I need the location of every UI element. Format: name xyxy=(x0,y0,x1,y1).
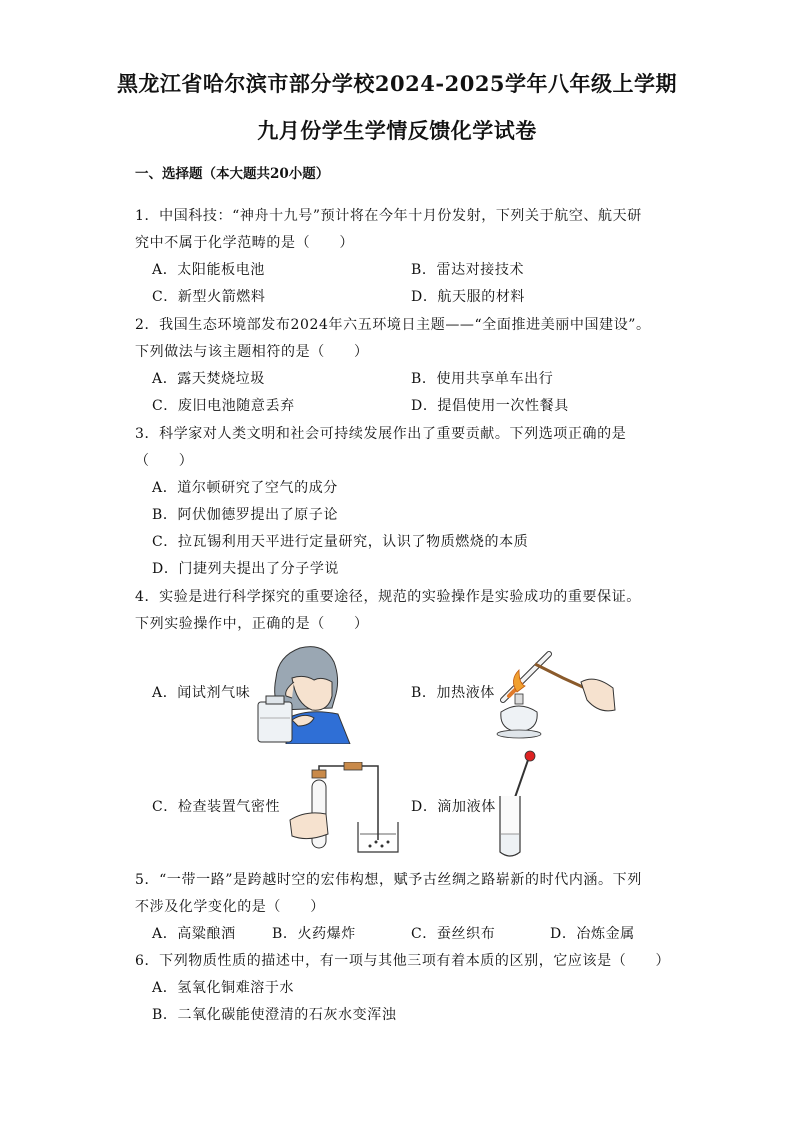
dropping-liquid-illustration xyxy=(496,750,546,860)
question-2-option-b: B．使用共享单车出行 xyxy=(411,371,554,387)
question-6-option-a: A．氢氧化铜难溶于水 xyxy=(152,980,295,996)
page-title-line2: 九月份学生学情反馈化学试卷 xyxy=(257,118,537,143)
question-3-option-c: C．拉瓦锡利用天平进行定量研究，认识了物质燃烧的本质 xyxy=(152,534,529,550)
question-3-option-d: D．门捷列夫提出了分子学说 xyxy=(152,561,340,577)
question-5-option-a: A．高粱酿酒 xyxy=(152,926,236,942)
question-4-line1: 4．实验是进行科学探究的重要途径，规范的实验操作是实验成功的重要保证。 xyxy=(135,589,641,605)
question-4-option-a: A．闻试剂气味 xyxy=(152,685,251,701)
question-5-option-b: B．火药爆炸 xyxy=(272,926,356,942)
question-2-line2: 下列做法与该主题相符的是（ ） xyxy=(135,344,369,360)
heating-liquid-illustration xyxy=(495,640,620,740)
question-5-line2: 不涉及化学变化的是（ ） xyxy=(135,899,325,915)
page-title-line1: 黑龙江省哈尔滨市部分学校2024-2025学年八年级上学期 xyxy=(116,71,678,96)
question-4-option-b: B．加热液体 xyxy=(411,685,495,701)
question-3-line2: （ ） xyxy=(135,453,194,469)
question-5-option-d: D．冶炼金属 xyxy=(550,926,635,942)
question-4-option-d: D．滴加液体 xyxy=(411,799,496,815)
question-5-option-c: C．蚕丝织布 xyxy=(411,926,496,942)
question-1-option-c: C．新型火箭燃料 xyxy=(152,289,266,305)
question-4-option-c: C．检查装置气密性 xyxy=(152,799,281,815)
question-3-option-b: B．阿伏伽德罗提出了原子论 xyxy=(152,507,339,523)
question-4-line2: 下列实验操作中，正确的是（ ） xyxy=(135,616,369,632)
question-1-line1: 1．中国科技：“神舟十九号”预计将在今年十月份发射，下列关于航空、航天研 xyxy=(135,208,642,224)
question-1-option-b: B．雷达对接技术 xyxy=(411,262,525,278)
question-3-option-a: A．道尔顿研究了空气的成分 xyxy=(152,480,338,496)
question-3-line1: 3．科学家对人类文明和社会可持续发展作出了重要贡献。下列选项正确的是 xyxy=(135,426,627,442)
airtightness-check-illustration xyxy=(288,762,400,854)
smelling-reagent-illustration xyxy=(252,638,354,744)
question-5-line1: 5．“一带一路”是跨越时空的宏伟构想，赋予古丝绸之路崭新的时代内涵。下列 xyxy=(135,872,642,888)
question-1-option-d: D．航天服的材料 xyxy=(411,289,526,305)
section-heading: 一、选择题（本大题共20小题） xyxy=(135,166,330,182)
question-2-option-d: D．提倡使用一次性餐具 xyxy=(411,398,569,414)
question-2-option-a: A．露天焚烧垃圾 xyxy=(152,371,265,387)
question-1-line2: 究中不属于化学范畴的是（ ） xyxy=(135,235,354,251)
question-2-line1: 2．我国生态环境部发布2024年六五环境日主题——“全面推进美丽中国建设”。 xyxy=(135,317,651,333)
question-1-option-a: A．太阳能板电池 xyxy=(152,262,265,278)
question-2-option-c: C．废旧电池随意丢弃 xyxy=(152,398,295,414)
question-6-option-b: B．二氧化碳能使澄清的石灰水变浑浊 xyxy=(152,1007,397,1023)
question-6-line1: 6．下列物质性质的描述中，有一项与其他三项有着本质的区别，它应该是（ ） xyxy=(135,953,671,969)
